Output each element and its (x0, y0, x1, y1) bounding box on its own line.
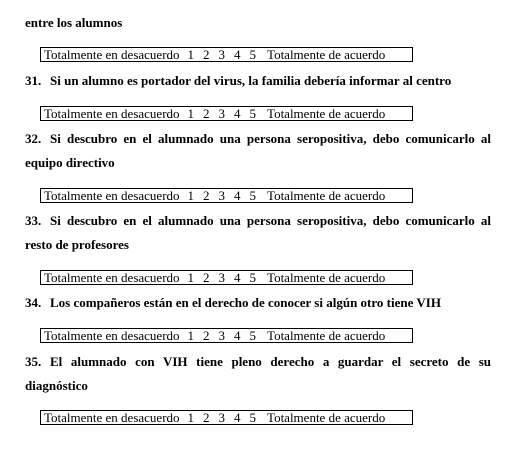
likert-scale-34 (40, 328, 413, 343)
scale-option-5[interactable]: 5 (249, 188, 257, 203)
question-31 (25, 73, 491, 88)
scale-option-5[interactable]: 5 (249, 328, 257, 343)
question-text: El alumnado con VIH tiene pleno derecho a guardar el secreto de su (50, 354, 491, 369)
scale-option-5[interactable]: 5 (249, 106, 257, 121)
scale-option-2[interactable]: 2 (203, 410, 210, 425)
question-34 (25, 295, 491, 310)
scale-option-3[interactable]: 3 (218, 270, 226, 285)
scale-low-label: Totalmente en desacuerdo (44, 106, 180, 121)
scale-low-label: Totalmente en desacuerdo (44, 270, 180, 285)
likert-scale-35 (40, 410, 413, 425)
scale-high-label: Totalmente de acuerdo (267, 270, 386, 285)
question-35-line-2: diagnóstico (25, 378, 88, 393)
question-text: Si descubro en el alumnado una persona seropositiva, debo comunicarlo al (50, 131, 491, 146)
question-30-continuation: entre los alumnos (25, 15, 123, 30)
question-text: Si descubro en el alumnado una persona seropositiva, debo comunicarlo al (50, 213, 491, 228)
likert-scale-30 (40, 47, 413, 62)
question-number: 35. (25, 354, 42, 369)
scale-option-1[interactable]: 1 (187, 270, 195, 285)
scale-option-4[interactable]: 4 (234, 328, 241, 343)
question-number: 31. (25, 73, 42, 88)
scale-high-label: Totalmente de acuerdo (267, 328, 386, 343)
scale-high-label: Totalmente de acuerdo (267, 106, 386, 121)
scale-option-3[interactable]: 3 (218, 410, 226, 425)
question-32 (25, 131, 491, 146)
scale-option-4[interactable]: 4 (234, 106, 241, 121)
question-number: 32. (25, 131, 42, 146)
scale-option-5[interactable]: 5 (249, 270, 257, 285)
scale-option-2[interactable]: 2 (203, 328, 210, 343)
scale-option-2[interactable]: 2 (203, 188, 210, 203)
question-33 (25, 213, 491, 228)
scale-option-4[interactable]: 4 (234, 410, 241, 425)
scale-option-1[interactable]: 1 (187, 47, 195, 62)
scale-low-label: Totalmente en desacuerdo (44, 188, 180, 203)
scale-option-1[interactable]: 1 (187, 188, 195, 203)
scale-option-3[interactable]: 3 (218, 328, 226, 343)
question-number: 34. (25, 295, 42, 310)
scale-option-3[interactable]: 3 (218, 188, 226, 203)
scale-option-4[interactable]: 4 (234, 270, 241, 285)
scale-option-5[interactable]: 5 (249, 410, 257, 425)
likert-scale-32 (40, 188, 413, 203)
scale-option-2[interactable]: 2 (203, 47, 210, 62)
scale-option-1[interactable]: 1 (187, 328, 195, 343)
scale-option-1[interactable]: 1 (187, 106, 195, 121)
scale-option-1[interactable]: 1 (187, 410, 195, 425)
scale-option-3[interactable]: 3 (218, 106, 226, 121)
question-text: Los compañeros están en el derecho de conocer si algún otro tiene VIH (50, 295, 441, 310)
scale-option-2[interactable]: 2 (203, 270, 210, 285)
question-33-line-2: resto de profesores (25, 237, 129, 252)
question-number: 33. (25, 213, 42, 228)
scale-high-label: Totalmente de acuerdo (267, 410, 386, 425)
scale-option-5[interactable]: 5 (249, 47, 257, 62)
likert-scale-31 (40, 106, 413, 121)
scale-option-3[interactable]: 3 (218, 47, 226, 62)
scale-option-4[interactable]: 4 (234, 188, 241, 203)
scale-high-label: Totalmente de acuerdo (267, 188, 386, 203)
likert-scale-33 (40, 270, 413, 285)
question-text: Si un alumno es portador del virus, la familia debería informar al centro (50, 73, 452, 88)
scale-option-2[interactable]: 2 (203, 106, 210, 121)
scale-low-label: Totalmente en desacuerdo (44, 410, 180, 425)
question-32-line-2: equipo directivo (25, 155, 115, 170)
scale-low-label: Totalmente en desacuerdo (44, 47, 180, 62)
scale-high-label: Totalmente de acuerdo (267, 47, 386, 62)
scale-option-4[interactable]: 4 (234, 47, 241, 62)
scale-low-label: Totalmente en desacuerdo (44, 328, 180, 343)
question-35 (25, 354, 491, 369)
